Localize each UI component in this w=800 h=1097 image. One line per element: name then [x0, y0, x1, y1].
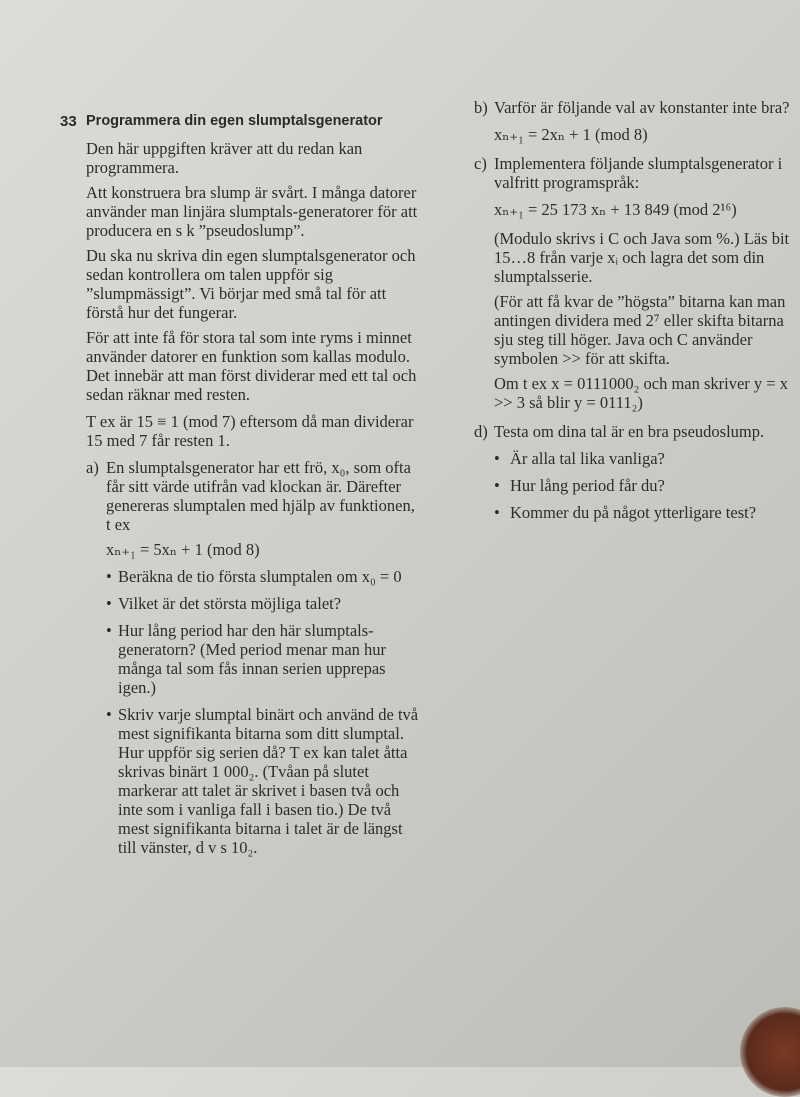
part-d-text: Testa om dina tal är en bra pseudoslump.: [494, 422, 765, 441]
finger-shadow: [740, 1007, 800, 1097]
part-a-text: En slumptalsgenerator har ett frö, x₀, som ofta får sitt värde utifrån vad klockan är. Därefter genereras slumptalen med hjälp av funktionen, t ex: [106, 458, 415, 534]
part-c-formula: xₙ₊₁ = 25 173 xₙ + 13 849 (mod 2¹⁶): [494, 200, 737, 219]
left-column: [60, 112, 420, 865]
part-a-formula: xₙ₊₁ = 5xₙ + 1 (mod 8): [106, 540, 260, 559]
problem-title: Programmera din egen slumptalsgenerator: [86, 113, 383, 129]
part-c-note-2: (För att få kvar de ”högsta” bitarna kan man antingen dividera med 2⁷ eller skifta bitarna sju steg till höger. Java och C använder symbolen >> för att skifta.: [494, 292, 786, 368]
right-column: [474, 98, 794, 530]
intro-paragraph-4: För att inte få för stora tal som inte ryms i minnet använder datorer en funktion som kallas modulo. Det innebär att man först dividerar med ett tal och sedan räknar med resten.: [86, 328, 417, 404]
part-d: [474, 422, 794, 441]
part-a-label: a): [86, 458, 99, 477]
part-c-note-1: (Modulo skrivs i C och Java som %.) Läs bit 15…8 från varje xᵢ och lagra det som din slumptalsserie.: [494, 229, 790, 286]
part-c-label: c): [474, 154, 487, 173]
part-d-bullets: [474, 449, 794, 522]
part-c-note-3: Om t ex x = 0111000₂ och man skriver y = x >> 3 så blir y = 0111₂): [494, 374, 788, 412]
part-a-bullets: [60, 567, 420, 857]
list-item: • Hur lång period får du?: [494, 476, 794, 495]
list-item: • Är alla tal lika vanliga?: [494, 449, 794, 468]
list-item: • Kommer du på något ytterligare test?: [494, 503, 794, 522]
list-item: • Hur lång period har den här slumptals-generatorn? (Med period menar man hur många tal som fås innan serien upprepas igen.): [106, 621, 420, 697]
intro-paragraph-3: Du ska nu skriva din egen slumptalsgenerator och sedan kontrollera om talen uppför sig ”slumpmässigt”. Vi börjar med små tal för att förstå hur det fungerar.: [86, 246, 416, 322]
intro-paragraph-2: Att konstruera bra slump är svårt. I många datorer använder man linjära slumptals-generatorer för att producera en s k ”pseudoslump”.: [86, 183, 418, 240]
part-c: [474, 154, 794, 192]
part-a: [60, 458, 420, 534]
part-c-text: Implementera följande slumptalsgenerator i valfritt programspråk:: [494, 154, 783, 192]
part-d-label: d): [474, 422, 488, 441]
part-b-formula: xₙ₊₁ = 2xₙ + 1 (mod 8): [494, 125, 648, 144]
part-b-label: b): [474, 98, 488, 117]
list-item: • Skriv varje slumptal binärt och använd de två mest signifikanta bitarna som ditt slumptal. Hur uppför sig serien då? T ex kan talet åtta skrivas binärt 1 000₂. (Tvåan på slutet markerar att talet är skrivet i basen två och inte som i vanliga fall i basen tio.) De två mest signifikanta bitarna i talet är de längst till vänster, d v s 10₂.: [106, 705, 420, 857]
modulo-example: T ex är 15 ≡ 1 (mod 7) eftersom då man dividerar 15 med 7 får resten 1.: [86, 412, 414, 450]
problem-number: 33: [60, 113, 77, 130]
intro-paragraph-1: Den här uppgiften kräver att du redan kan programmera.: [86, 139, 363, 177]
list-item: • Vilket är det största möjliga talet?: [106, 594, 420, 613]
part-b-text: Varför är följande val av konstanter inte bra?: [494, 98, 790, 117]
part-b: [474, 98, 794, 117]
list-item: • Beräkna de tio första slumptalen om x₀ = 0: [106, 567, 420, 586]
